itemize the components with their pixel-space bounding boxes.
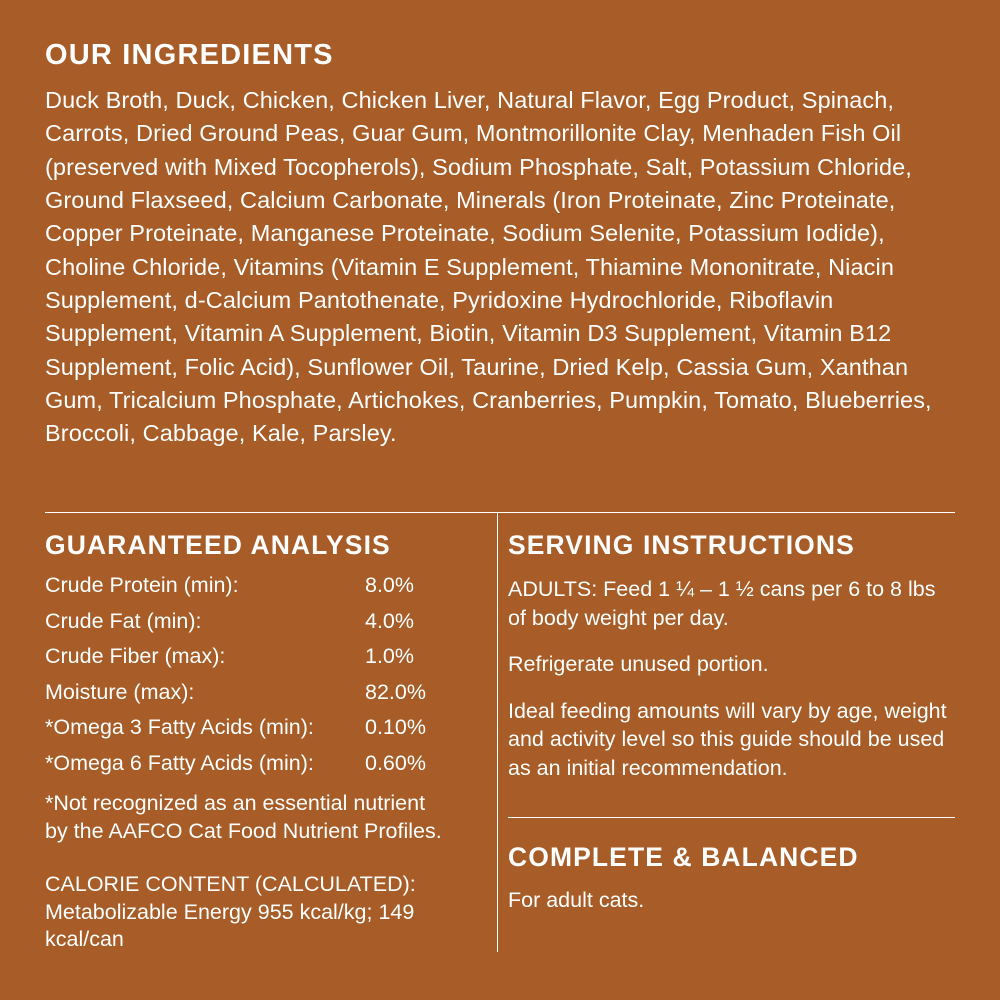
- nutrient-label: Crude Fat (min):: [45, 608, 202, 633]
- serving-instructions-paragraph: Ideal feeding amounts will vary by age, weight and activity level so this guide should be used as an initial recommendation.: [508, 698, 947, 780]
- aafco-footnote-line-1: *Not recognized as an essential nutrient: [45, 791, 426, 815]
- guaranteed-analysis-heading: GUARANTEED ANALYSIS: [45, 530, 391, 560]
- table-row: [45, 717, 485, 753]
- serving-instructions-paragraph: Refrigerate unused portion.: [508, 652, 769, 677]
- table-row: [45, 753, 485, 789]
- aafco-footnote: [45, 790, 485, 845]
- complete-balanced-body: For adult cats.: [508, 888, 645, 912]
- ingredients-list: Duck Broth, Duck, Chicken, Chicken Liver, Natural Flavor, Egg Product, Spinach, Carrots, Dried Ground Peas, Guar Gum, Montmorillonite Clay, Menhaden Fish Oil (preserved with Mixed Tocopherols), Sodium Phosphate, Salt, Potassium Chloride, Ground Flaxseed, Calcium Carbonate, Minerals (Iron Proteinate, Zinc Proteinate, Copper Proteinate, Manganese Proteinate, Sodium Selenite, Potassium Iodide), Choline Chloride, Vitamins (Vitamin E Supplement, Thiamine Mononitrate, Niacin Supplement, d-Calcium Pantothenate, Pyridoxine Hydrochloride, Riboflavin Supplement, Vitamin A Supplement, Biotin, Vitamin D3 Supplement, Vitamin B12 Supplement, Folic Acid), Sunflower Oil, Taurine, Dried Kelp, Cassia Gum, Xanthan Gum, Tricalcium Phosphate, Artichokes, Cranberries, Pumpkin, Tomato, Blueberries, Broccoli, Cabbage, Kale, Parsley.: [45, 86, 932, 447]
- nutrient-value: 0.10%: [365, 715, 426, 739]
- serving-instructions-body: [508, 575, 955, 783]
- serving-instructions-heading: SERVING INSTRUCTIONS: [508, 530, 855, 560]
- aafco-footnote-line-2: by the AAFCO Cat Food Nutrient Profiles.: [45, 818, 442, 843]
- nutrient-label: *Omega 6 Fatty Acids (min):: [45, 750, 314, 775]
- nutrient-label: Crude Protein (min):: [45, 573, 239, 597]
- nutrient-label: Moisture (max):: [45, 679, 195, 704]
- nutrient-label: *Omega 3 Fatty Acids (min):: [45, 715, 314, 739]
- complete-balanced-section: [508, 842, 955, 915]
- table-row: [45, 575, 485, 611]
- nutrient-label: Crude Fiber (max):: [45, 644, 226, 668]
- calorie-content-heading: CALORIE CONTENT (CALCULATED):: [45, 872, 416, 897]
- table-row: [45, 646, 485, 682]
- nutrient-value: 82.0%: [365, 679, 426, 704]
- nutrient-value: 0.60%: [365, 750, 426, 775]
- ingredients-heading: OUR INGREDIENTS: [45, 39, 334, 71]
- complete-balanced-heading: COMPLETE & BALANCED: [508, 842, 859, 872]
- serving-instructions-paragraph: ADULTS: Feed 1 ¼ – 1 ½ cans per 6 to 8 lbs of body weight per day.: [508, 577, 936, 630]
- nutrient-value: 4.0%: [365, 608, 415, 633]
- table-row: [45, 611, 485, 647]
- horizontal-divider-top: [45, 512, 955, 513]
- serving-instructions-section: [508, 530, 955, 783]
- guaranteed-analysis-table: [45, 575, 485, 788]
- nutrient-value: 1.0%: [365, 644, 415, 668]
- calorie-content-value: Metabolizable Energy 955 kcal/kg; 149 kcal/can: [45, 899, 415, 952]
- guaranteed-analysis-section: [45, 530, 485, 954]
- table-row: [45, 682, 485, 718]
- lower-columns: [45, 530, 955, 960]
- calorie-content: [45, 871, 485, 954]
- nutrient-value: 8.0%: [365, 573, 415, 597]
